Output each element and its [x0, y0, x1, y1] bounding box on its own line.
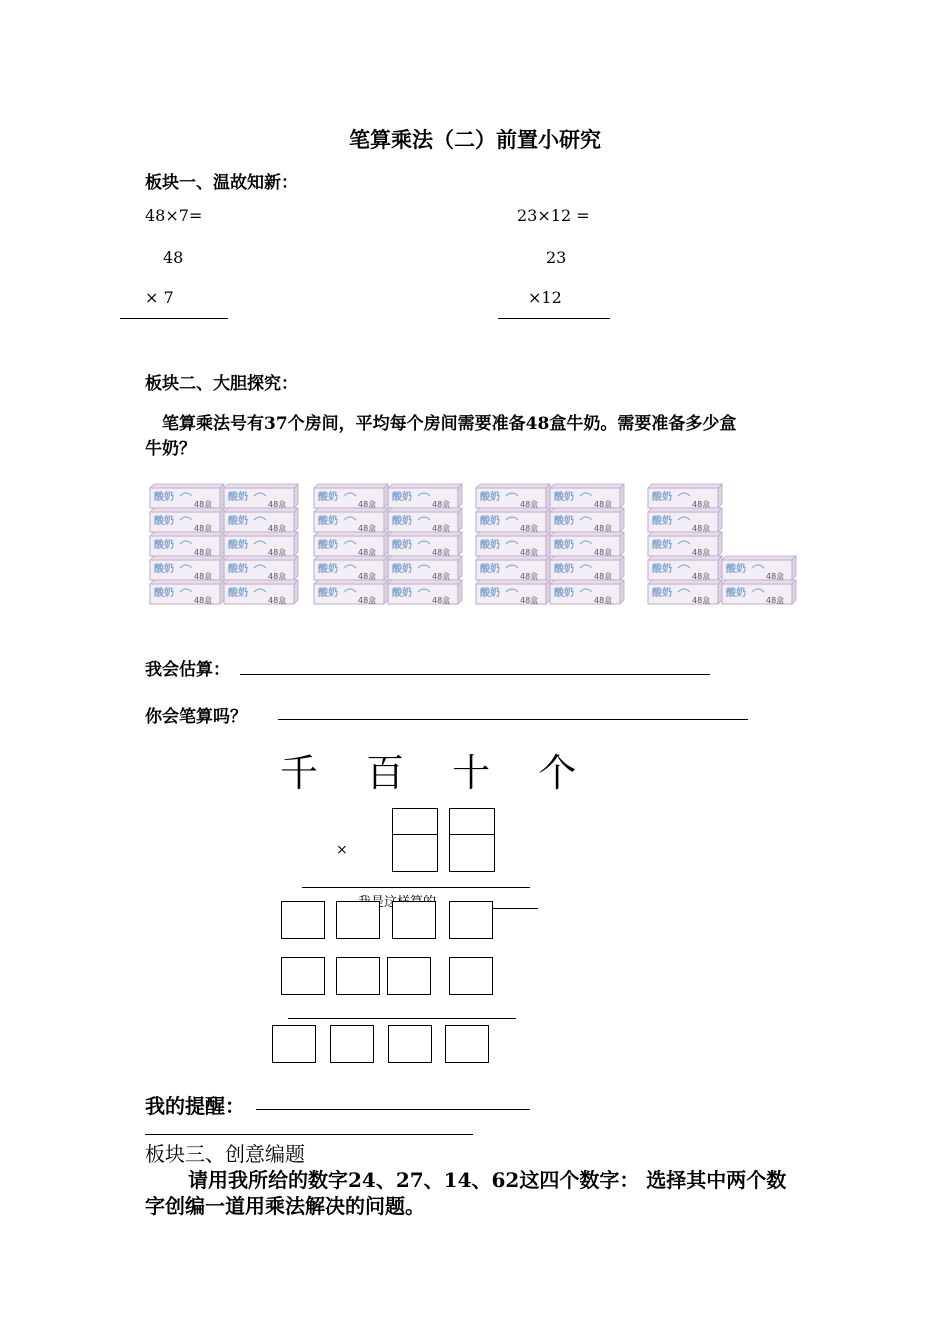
- problem-a-rule: [120, 318, 228, 319]
- problem-b-multiplicand: 23: [546, 248, 567, 267]
- multiplier-box-ones[interactable]: [449, 834, 495, 872]
- product-rule-1: [302, 887, 530, 888]
- product-box-4[interactable]: [445, 1025, 489, 1063]
- problem-b-rule: [498, 318, 610, 319]
- milk-carton-stacks: [148, 480, 813, 622]
- reminder-answer-line[interactable]: [256, 1109, 530, 1110]
- product-box-2[interactable]: [330, 1025, 374, 1063]
- partial2-box-3[interactable]: [387, 957, 431, 995]
- section3-line-1: 请用我所给的数字24、27、14、62这四个数字： 选择其中两个数: [188, 1168, 787, 1192]
- product-box-3[interactable]: [388, 1025, 432, 1063]
- section1-heading: 板块一、温故知新：: [145, 173, 298, 193]
- section3-heading: 板块三、创意编题: [145, 1142, 305, 1166]
- partial2-box-1[interactable]: [281, 957, 325, 995]
- problem-a-multiplicand: 48: [163, 248, 184, 267]
- carton-stack-3: [476, 484, 624, 605]
- partial1-box-4[interactable]: [449, 901, 493, 939]
- times-sign: ×: [336, 842, 348, 858]
- multiplicand-box-ones[interactable]: [449, 808, 495, 836]
- carton-stack-4: [648, 484, 796, 605]
- reminder-label: 我的提醒：: [145, 1094, 245, 1118]
- section2-heading: 板块二、大胆探究：: [145, 374, 298, 394]
- estimate-answer-line[interactable]: [240, 674, 710, 675]
- problem-b-expression: 23×12 =: [517, 206, 590, 225]
- multiplicand-box-tens[interactable]: [392, 808, 438, 836]
- problem-a-multiplier: × 7: [145, 288, 174, 307]
- question-line-2: 牛奶？: [145, 439, 196, 459]
- multiplier-box-tens[interactable]: [392, 834, 438, 872]
- written-calc-label: 你会笔算吗？: [145, 707, 247, 727]
- reminder-answer-line-2[interactable]: [145, 1134, 473, 1135]
- product-box-1[interactable]: [272, 1025, 316, 1063]
- estimate-label: 我会估算：: [145, 660, 230, 680]
- partial1-box-3[interactable]: [392, 901, 436, 939]
- partial1-box-1[interactable]: [281, 901, 325, 939]
- page-title: 笔算乘法（二）前置小研究: [349, 127, 601, 152]
- product-rule-2: [288, 1018, 516, 1019]
- place-value-header: 千 百 十 个: [280, 751, 595, 795]
- question-line-1: 笔算乘法号有37个房间，平均每个房间需要准备48盒牛奶。需要准备多少盒: [162, 414, 737, 434]
- carton-stack-2: [314, 484, 462, 605]
- problem-b-multiplier: ×12: [528, 288, 562, 307]
- section3-line-2: 字创编一道用乘法解决的问题。: [145, 1194, 425, 1218]
- partial1-box-2[interactable]: [336, 901, 380, 939]
- problem-a-expression: 48×7=: [145, 206, 203, 225]
- carton-stack-1: [150, 484, 298, 605]
- partial2-box-4[interactable]: [449, 957, 493, 995]
- partial2-box-2[interactable]: [336, 957, 380, 995]
- written-calc-answer-line[interactable]: [278, 719, 748, 720]
